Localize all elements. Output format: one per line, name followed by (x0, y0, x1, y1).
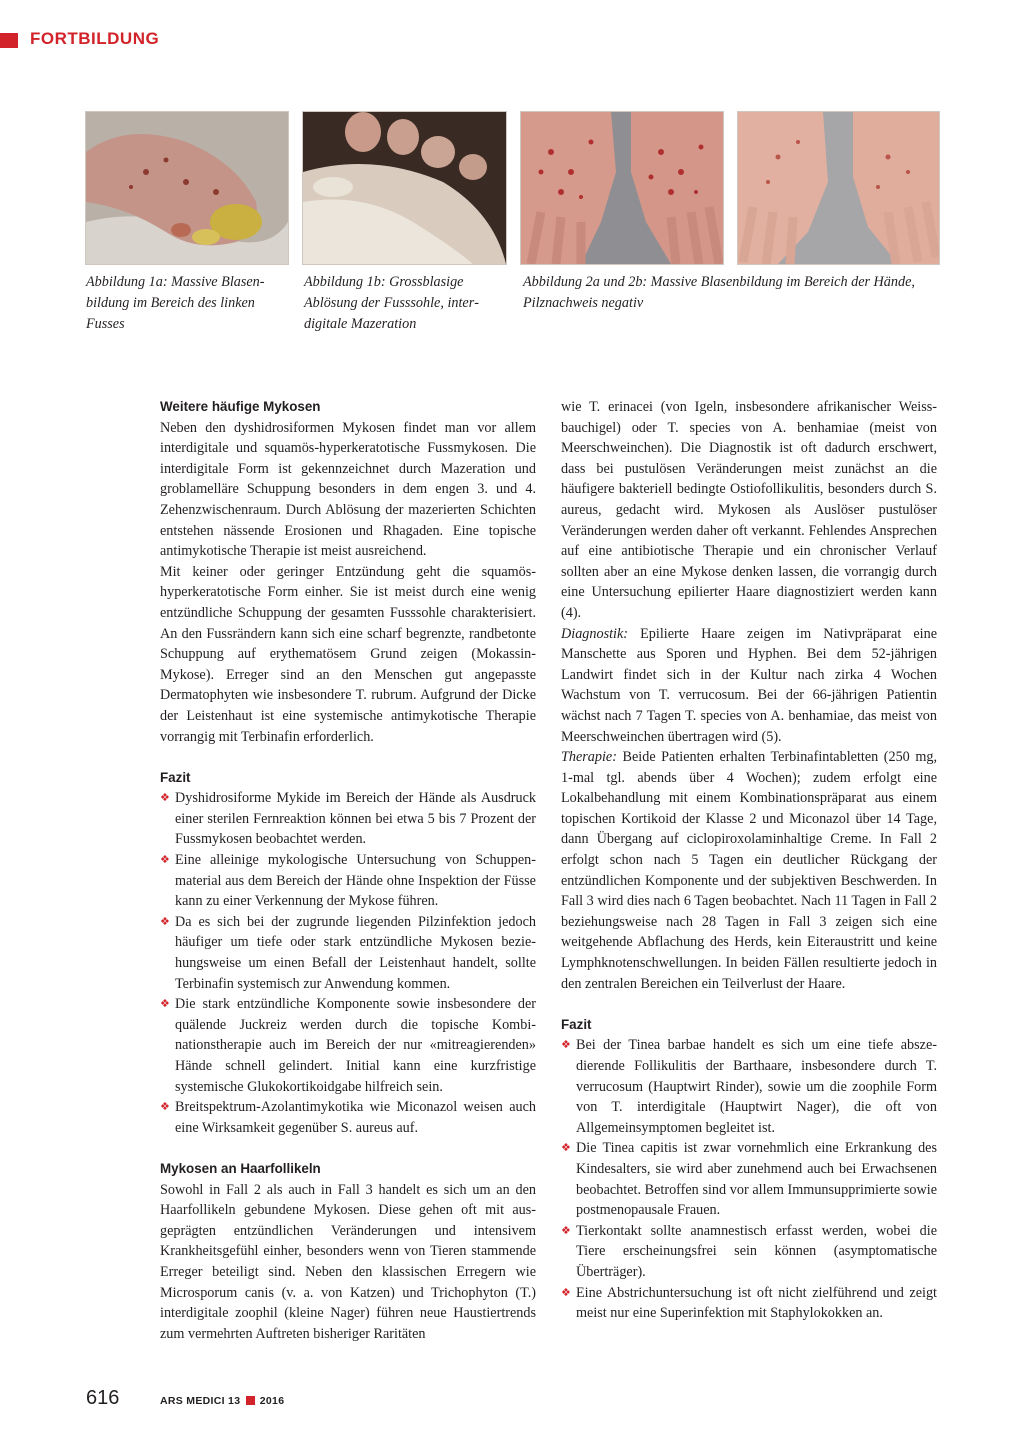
bullet-item: ❖ Dyshidrosiforme Mykide im Bereich der Hände als Ausdruck einer sterilen Fernreaktion können bei etwa 5 bis 7 Prozent der Fussmykosen beobachtet werden. (160, 790, 536, 848)
heading-weitere-mykosen: Weitere häufige Mykosen (160, 399, 321, 414)
heading-haarfollikel: Mykosen an Haarfollikeln (160, 1160, 321, 1176)
diamond-bullet-icon: ❖ (561, 1285, 571, 1299)
bullet-item: ❖ Die Tinea capitis ist zwar vornehmlich eine Erkrankung des Kindesalters, sie wird aber zunehmend auch bei Erwachsenen beobachtet. Betroffen sind vor allem Immunsupprimierte sowie postmenopausale Frauen. (561, 1140, 937, 1219)
label-therapie: Therapie: (561, 749, 617, 766)
bullet-item: ❖ Eine Abstrichuntersuchung ist oft nicht zielführend und zeigt meist nur eine Superinfektion mit Staphylokokken an. (561, 1284, 937, 1322)
red-square-icon (246, 1396, 255, 1405)
diamond-bullet-icon: ❖ (561, 1038, 571, 1052)
diamond-bullet-icon: ❖ (160, 914, 170, 928)
paragraph: Mit keiner oder geringer Entzündung geht die squamös-hyperkeratotische Form einher. Sie ist meist durch eine wenig entzündliche Schuppung der gesamten Fusssohle charakterisiert. An den Fussrändern kann sich eine scharf begrenzte, randbetonte Schuppung auf erythematösem Grund zeigen (Mokassin-Mykose). Erreger sind an den Menschen gut angepasste Dermatophyten wie insbesondere T. rubrum. Aufgrund der Dicke der Leistenhaut ist eine systemische antimykotische Therapie vorrangig mit Terbinafin erforderlich. (160, 563, 536, 745)
figure-2-caption: Abbildung 2a und 2b: Massive Blasenbildung im Bereich der Hände, Pilznachweis negativ (523, 274, 915, 311)
figure-1a-caption: Abbildung 1a: Massive Blasenbildung im Bereich des linken Fusses (86, 274, 265, 332)
heading-fazit: Fazit (160, 769, 191, 785)
section-color-tab (0, 33, 18, 48)
figure-1b-image (302, 111, 507, 265)
bullet-item: ❖ Bei der Tinea barbae handelt es sich um eine tiefe abszedierende Follikulitis der Barthaare, insbesondere durch T. verrucosum (Hauptwirt Rinder), sowie um die zoophile Form von T. interdigitale (Hauptwirt Nager), die oft von Allgemeinsymptomen begleitet ist. (561, 1037, 937, 1136)
heading-fazit: Fazit (561, 1016, 592, 1032)
paragraph-therapie: Therapie: Beide Patienten erhalten Terbinafintabletten (250 mg, 1-mal tgl. abends über 4 Wochen); zudem erfolgt eine Lokalbehandlung mit einem Kombinationspräparat aus einem topischen Kortikoid der Klasse 2 und Miconazol über 14 Tage, dann Übergang auf ciclopiroxolaminhaltige Creme. In Fall 2 erfolgt schon nach 5 Tagen ein deutlicher Rückgang der entzündlichen Komponente und der subjektiven Beschwerden. In Fall 3 wird dies nach 6 Tagen beobachtet. Nach 11 Tagen in Fall 2 beziehungsweise nach 28 Tagen in Fall 3 zeigen sich eine weitgehende Abflachung des Herds, kein Eiteraustritt und keine Lymphknotenschwellungen. In beiden Fällen resultierte jedoch in den zentralen Bereichen ein Teilverlust der Haare. (561, 749, 937, 992)
paragraph: Sowohl in Fall 2 als auch in Fall 3 handelt es sich um an den Haarfollikeln gebundene Mykosen. Diese gehen oft mit ausgeprägten entzündlichen Veränderungen und intensivem Krankheitsgefühl einher, besonders wenn von Tieren stammende Erreger beteiligt sind. Neben den klassischen Erregern wie Microsporum canis (v. a. von Katzen) und Trichophyton (T.) interdigitale zoophil (kleine Nager) führen neue Haustiertrends zum vermehrten Auftreten bisheriger Raritäten (160, 1181, 536, 1342)
bullet-item: ❖ Eine alleinige mykologische Untersuchung von Schuppenmaterial aus dem Bereich der Hände ohne Inspektion der Füsse kann zu einer Verkennung der Mykose führen. (160, 852, 536, 910)
magazine-footer: ARS MEDICI 13 2016 (160, 1395, 285, 1407)
figure-1b-caption: Abbildung 1b: Grossblasige Ablösung der Fusssohle, interdigitale Mazeration (304, 274, 479, 332)
bullet-item: ❖ Breitspektrum-Azolantimykotika wie Miconazol weisen auch eine Wirksamkeit gegenüber S. aureus auf. (160, 1099, 536, 1136)
paragraph: wie T. erinacei (von Igeln, insbesondere afrikanischer Weissbauchigel) oder T. species von A. benhamiae (meist von Meerschweinchen). Die Diagnostik ist oft dadurch erschwert, dass bei pustulösen Veränderungen meist zunächst an die häufigere bakteriell bedingte Ostiofollikulitis, besonders durch S. aureus, gedacht wird. Mykosen als Auslöser pustulöser Veränderungen werden daher oft verkannt. Fehlendes Ansprechen auf eine antibiotische Therapie und ein chronischer Verlauf sollten aber an eine Mykose denken lassen, die vorrangig durch eine Untersuchung epilierter Haare diagnostiziert werden kann (4). (561, 399, 937, 621)
section-title: FORTBILDUNG (30, 29, 160, 48)
diamond-bullet-icon: ❖ (561, 1141, 571, 1155)
paragraph: Neben den dyshidrosiformen Mykosen findet man vor allem interdigitale und squamös-hyperkeratotische Fussmykosen. Die interdigitale Form ist gekennzeichnet durch Mazeration und groblamelläre Schuppung besonders in dem engen 3. und 4. Zehenzwischenraum. Durch Ablösung der mazerierten Schichten entstehen nässende Erosionen und Rhagaden. Eine topische antimykotische Therapie ist meist ausreichend. (160, 419, 536, 560)
diamond-bullet-icon: ❖ (160, 853, 170, 867)
figure-1a-image (85, 111, 289, 265)
label-diagnostik: Diagnostik: (561, 625, 628, 642)
diamond-bullet-icon: ❖ (160, 1100, 170, 1114)
diamond-bullet-icon: ❖ (160, 997, 170, 1011)
right-column (561, 397, 937, 1324)
bullet-item: ❖ Die stark entzündliche Komponente sowie insbesondere der quälende Juckreiz werden durch die topische Kombinationstherapie auch im Bereich der nur «mitreagierenden» Hände schnell gelindert. Initial kann eine kurzfristige systemische Glukokortikoidgabe hilfreich sein. (160, 996, 536, 1095)
page-number: 616 (86, 1387, 120, 1409)
diamond-bullet-icon: ❖ (561, 1223, 571, 1237)
figure-2a-image (520, 111, 724, 265)
diamond-bullet-icon: ❖ (160, 791, 170, 805)
figure-2b-image (737, 111, 940, 265)
bullet-item: ❖ Da es sich bei der zugrunde liegenden Pilzinfektion jedoch häufiger um tiefe oder stark entzündliche Mykosen beziehungsweise um einen Befall der Leistenhaut handelt, sollte Terbinafin systemisch zur Anwendung kommen. (160, 913, 536, 992)
paragraph-diagnostik: Diagnostik: Epilierte Haare zeigen im Nativpräparat eine Manschette aus Sporen und Hyphen. Bei dem 52-jährigen Landwirt findet sich in der Kultur nach zirka 4 Wochen Wachstum von T. verrucosum. Bei der 66-jährigen Patientin wächst nach 7 Tagen T. species von A. benhamiae, das meist von Meerschweinchen übertragen wird (5). (561, 625, 937, 745)
left-column (160, 397, 536, 1344)
bullet-item: ❖ Tierkontakt sollte anamnestisch erfasst werden, wobei die Tiere erscheinungsfrei sein können (asymptomatische Überträger). (561, 1222, 937, 1280)
